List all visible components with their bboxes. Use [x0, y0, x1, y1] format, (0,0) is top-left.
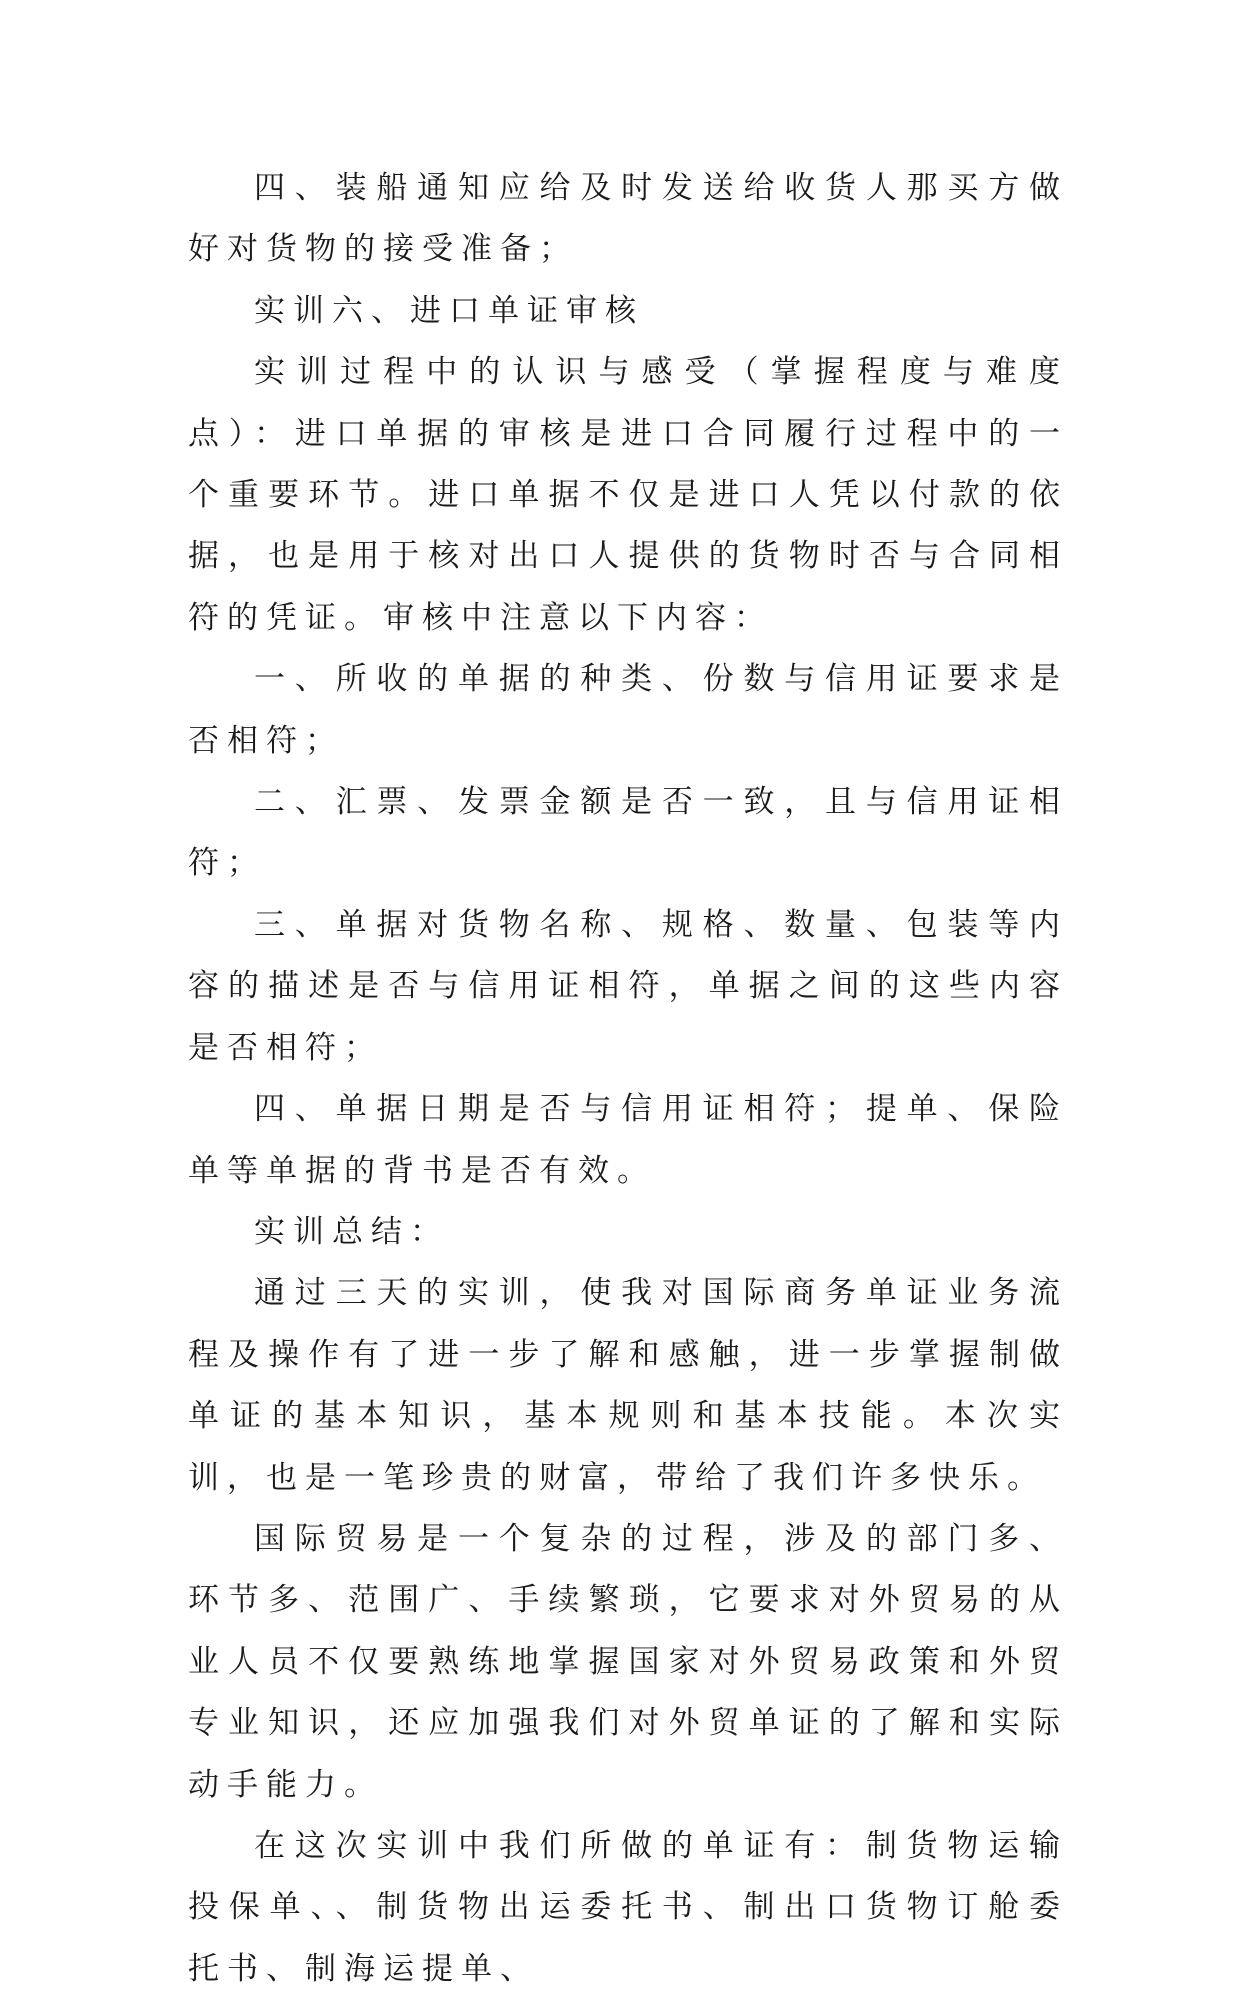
heading-training-summary: 实训总结：	[254, 1213, 449, 1250]
document-body	[188, 158, 1068, 2000]
list-item-review-one: 一、所收的单据的种类、份数与信用证要求是否相符；	[188, 661, 1068, 759]
paragraph-international-trade: 国际贸易是一个复杂的过程，涉及的部门多、环节多、范围广、手续繁琐，它要求对外贸易的从业人员不仅要熟练地掌握国家对外贸易政策和外贸专业知识，还应加强我们对外贸单证的了解和实际动手能力。	[188, 1520, 1068, 1803]
list-item-review-two: 二、汇票、发票金额是否一致，且与信用证相符；	[188, 784, 1068, 882]
list-item-review-four: 四、单据日期是否与信用证相符；提单、保险单等单据的背书是否有效。	[188, 1091, 1068, 1189]
paragraph-import-doc-review: 实训过程中的认识与感受（掌握程度与难度点）：进口单据的审核是进口合同履行过程中的一个重要环节。进口单据不仅是进口人凭以付款的依据，也是用于核对出口人提供的货物时否与合同相符的凭证。审核中注意以下内容：	[188, 354, 1068, 636]
paragraph-documents-made: 在这次实训中我们所做的单证有：制货物运输投保单、、制货物出运委托书、制出口货物订舱委托书、制海运提单、	[188, 1827, 1068, 1987]
heading-training-six: 实训六、进口单证审核	[254, 292, 644, 329]
paragraph-summary-three-days: 通过三天的实训，使我对国际商务单证业务流程及操作有了进一步了解和感触，进一步掌握制做单证的基本知识，基本规则和基本技能。本次实训，也是一笔珍贵的财富，带给了我们许多快乐。	[188, 1275, 1068, 1496]
list-item-review-three: 三、单据对货物名称、规格、数量、包装等内容的描述是否与信用证相符，单据之间的这些内容是否相符；	[188, 906, 1068, 1066]
paragraph-shipping-notice: 四、装船通知应给及时发送给收货人那买方做好对货物的接受准备；	[188, 170, 1068, 268]
